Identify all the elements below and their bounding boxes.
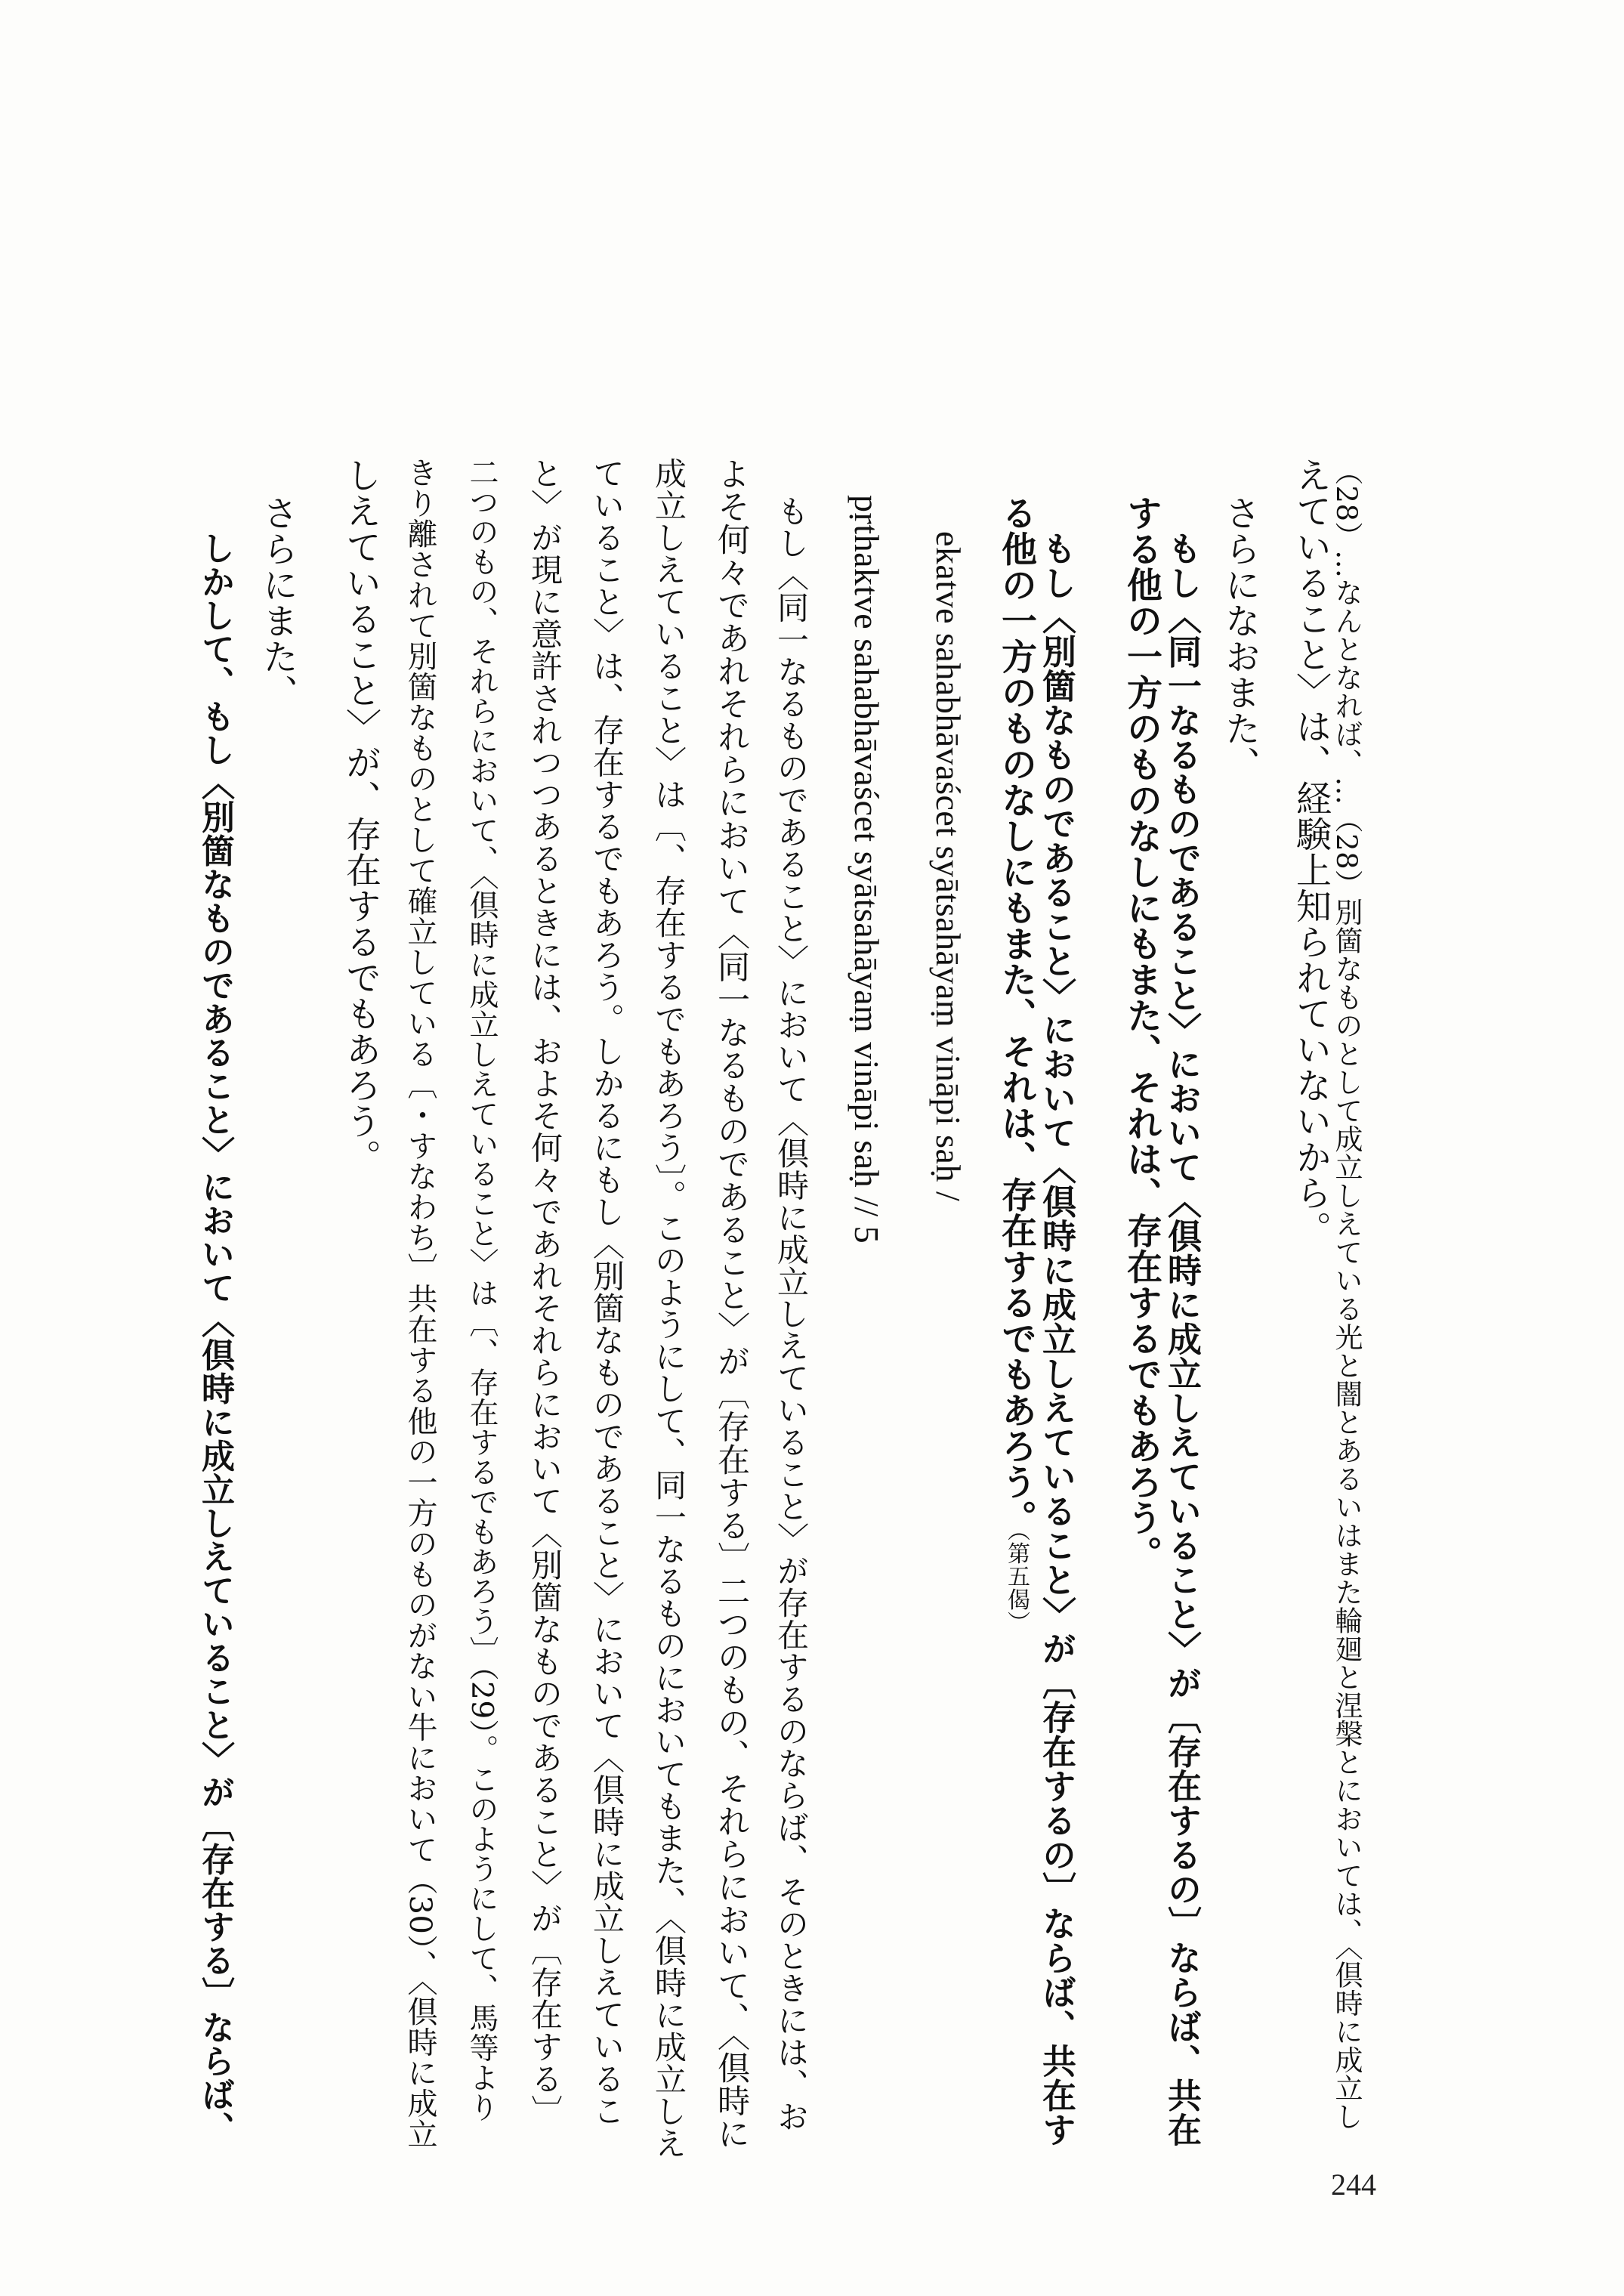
commentary-column-6: 二つのもの、それらにおいて、〈倶時に成立しえていること〉は〔、存在するでもあろう〕（29）。このようにして、馬等より bbox=[465, 457, 499, 2123]
commentary-column-5: と〉が現に意許されつつあるときには、およそ何々であれそれらにおいて〈別箇なものであること〉が〔存在する〕 bbox=[526, 457, 563, 2127]
commentary-column-8: しえていること〉が、存在するでもあろう。 bbox=[340, 457, 381, 1175]
verse-line-5: しかして、もし〈別箇なものであること〉において〈倶時に成立しえていること〉が〔存在する〕ならば、 bbox=[196, 531, 234, 2145]
verse-line-3: もし〈別箇なものであること〉において〈倶時に成立しえていること〉が〔存在するの〕ならば、共在す bbox=[1036, 531, 1076, 2147]
commentary-column-9: さらにまた、 bbox=[257, 495, 298, 710]
text-column-1: （28）…なんとなれば、…（28）別箇なものとして成立しえている光と闇とあるいはまた輪廻と涅槃とにおいては、〈倶時に成立し bbox=[1330, 457, 1363, 2131]
commentary-column-3: 成立しえていること〉は〔、存在するでもあろう〕。このようにして、同一なるものにおいてもまた、〈倶時に成立しえ bbox=[650, 457, 687, 2159]
commentary-column-2: よそ何々であれそれらにおいて〈同一なるものであること〉が〔存在する〕二つのもの、それらにおいて、〈倶時に bbox=[712, 457, 750, 2150]
verse-label: （第五偈） bbox=[1003, 1519, 1030, 1634]
sanskrit-line-1: ekatve sahabhāvaścet syātsahāyaṃ vināpi saḥ / bbox=[929, 531, 968, 1202]
verse-line-1: もし〈同一なるものであること〉において〈倶時に成立しえていること〉が〔存在するの〕ならば、共在 bbox=[1162, 531, 1202, 2147]
page-number: 244 bbox=[1331, 2168, 1376, 2202]
commentary-column-1: もし〈同一なるものであること〉において〈倶時に成立しえていること〉が存在するのならば、そのときには、お bbox=[773, 495, 810, 2133]
text-column-2: えていること〉は、経験上知られていないから。 bbox=[1290, 457, 1332, 1247]
verse-line-4: る他の一方のものなしにもまた、それは、存在するでもあろう。 bbox=[996, 495, 1037, 1536]
verse-line-2: する他の一方のものなしにもまた、それは、存在するでもあろう。 bbox=[1121, 495, 1162, 1571]
sanskrit-line-2: pṛthaktve sahabhāvaścet syātsahāyaṃ vināpi saḥ // 5 bbox=[848, 495, 886, 1244]
text-column-3: さらになおまた、 bbox=[1219, 495, 1261, 782]
commentary-column-7: きり離されて別箇なものとして確立している〔・すなわち〕共在する他の一方のものがない牛において（30）、〈倶時に成立 bbox=[403, 457, 437, 2149]
commentary-column-4: ていること〉は、存在するでもあろう。しかるにもし〈別箇なものであること〉において〈倶時に成立しえているこ bbox=[588, 457, 625, 2127]
